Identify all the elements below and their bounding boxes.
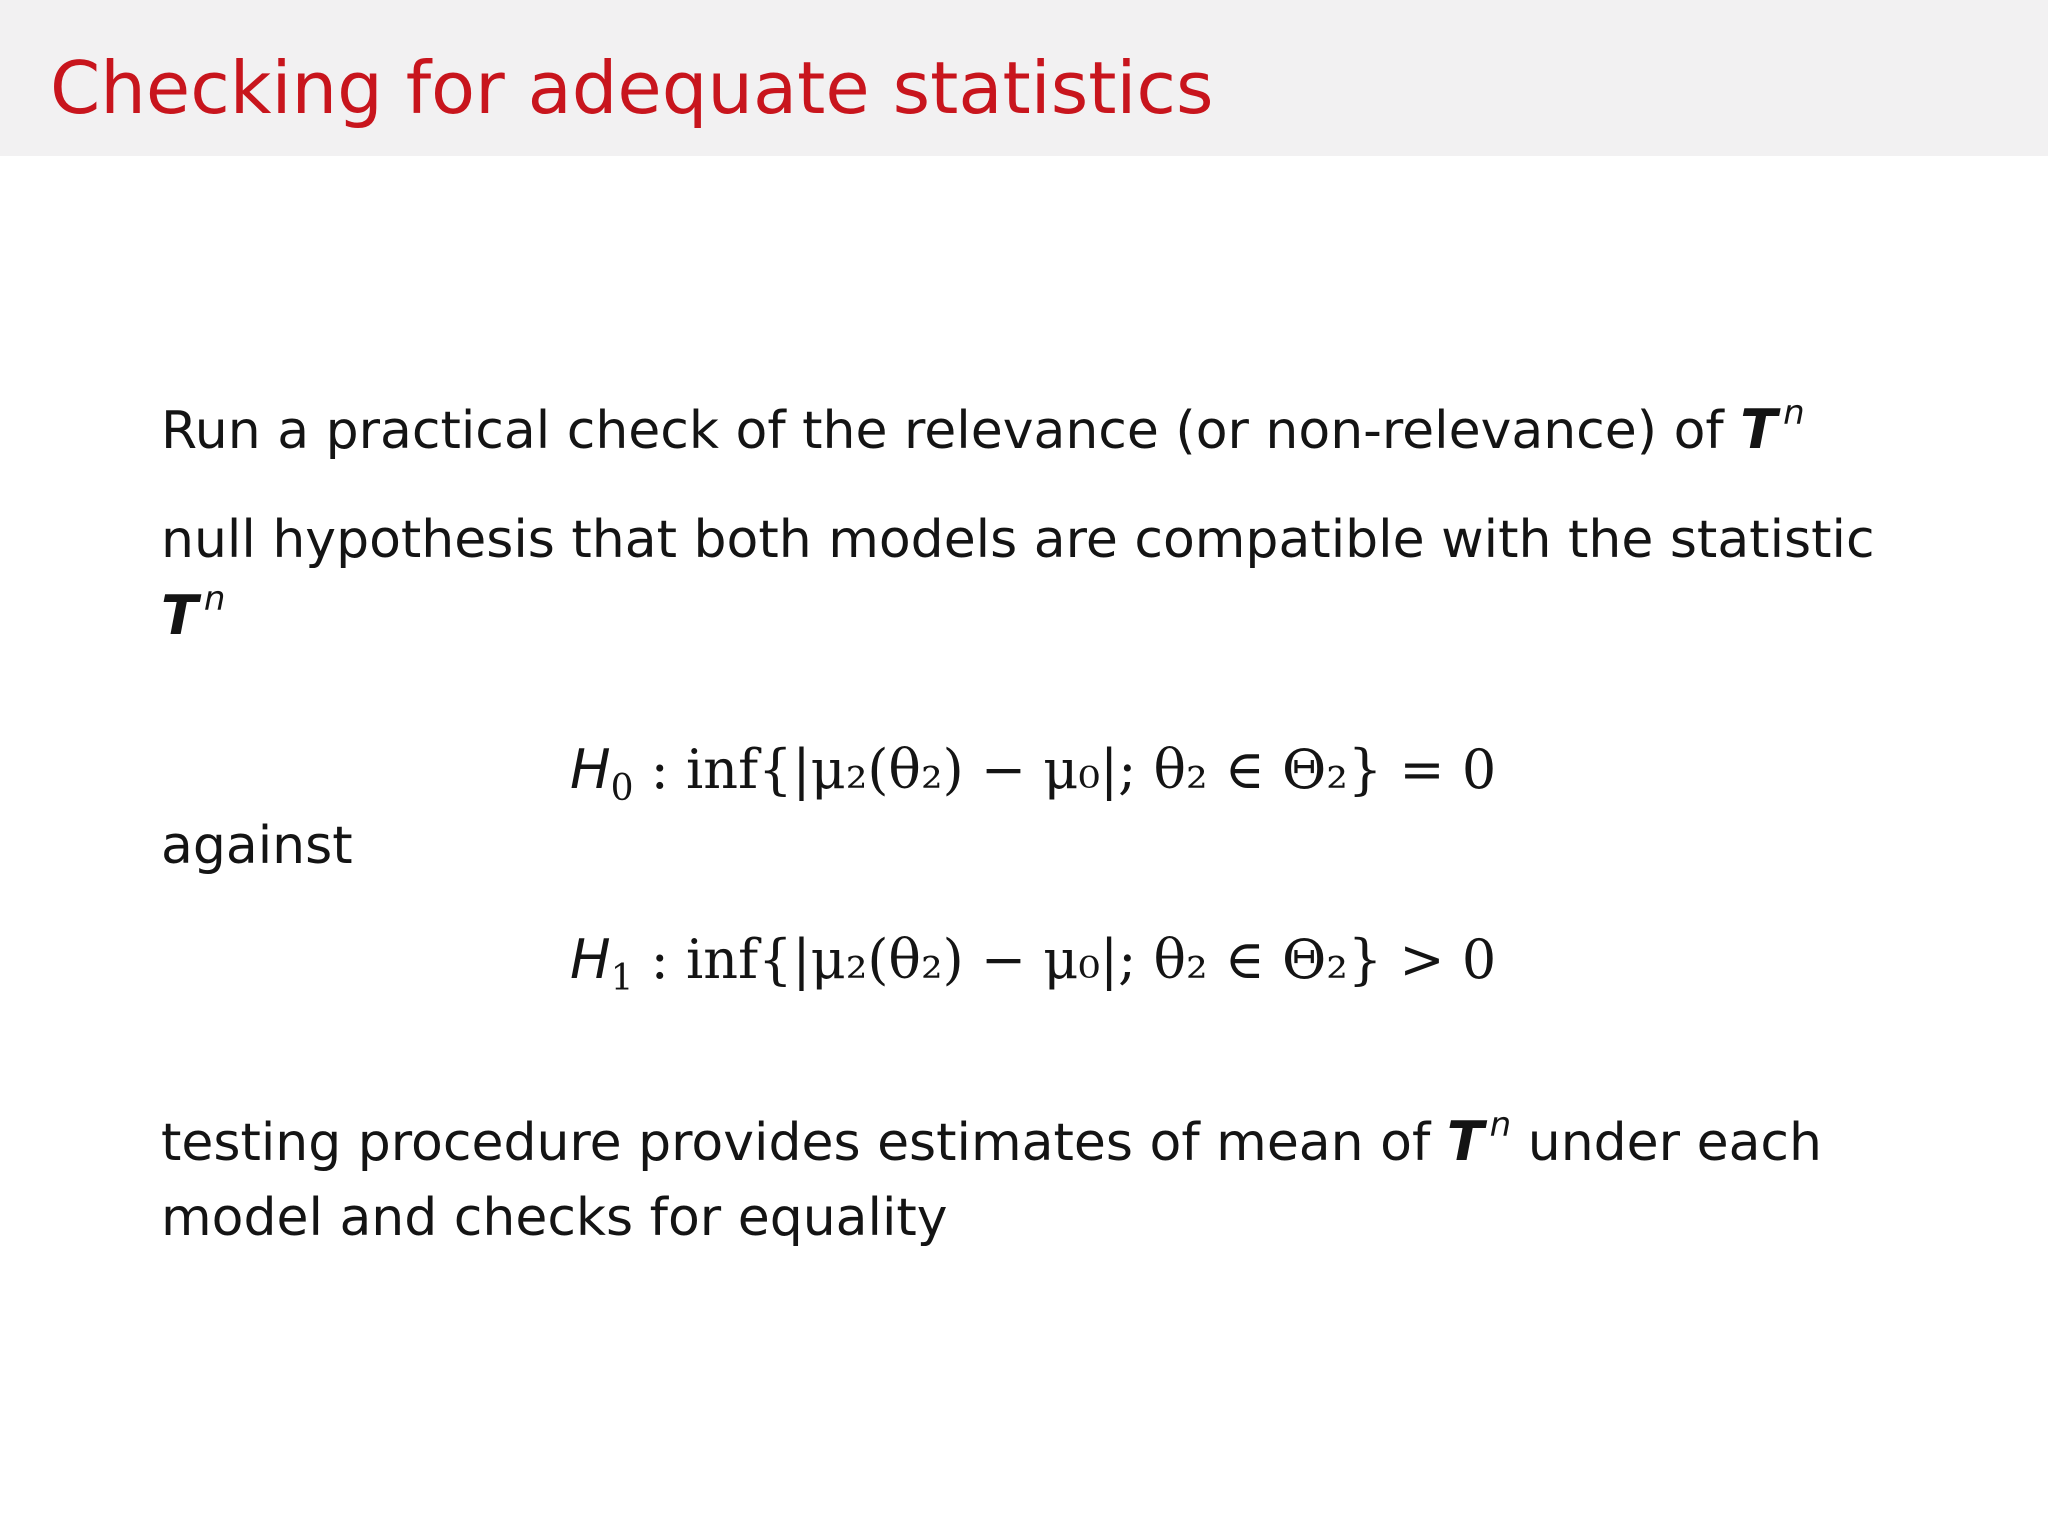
slide-body xyxy=(0,156,2048,1536)
paragraph-text: Run a practical check of the relevance (or non-relevance) of xyxy=(161,401,1724,461)
paragraph-text: testing procedure provides estimates of mean of xyxy=(161,1113,1431,1173)
statistic-symbol: T xyxy=(1740,398,1778,461)
equation-h0-body: : inf{|μ₂(θ₂) − μ₀|; θ₂ ∈ Θ₂} = 0 xyxy=(633,738,1497,801)
paragraph-relevance-check xyxy=(161,392,1805,475)
title-bar xyxy=(0,0,2048,156)
equation-h0 xyxy=(570,730,1496,817)
equation-h0-var: H xyxy=(570,738,611,801)
against-label: against xyxy=(161,816,353,876)
statistic-superscript: n xyxy=(1783,393,1805,433)
equation-h1-var: H xyxy=(570,928,611,991)
paragraph-null-hypothesis xyxy=(161,502,1875,578)
equation-h1-body: : inf{|μ₂(θ₂) − μ₀|; θ₂ ∈ Θ₂} > 0 xyxy=(633,928,1497,991)
equation-h1 xyxy=(570,920,1496,1007)
equation-h0-sub: 0 xyxy=(610,768,634,809)
equation-h1-sub: 1 xyxy=(610,958,634,999)
statistic-symbol: T xyxy=(1446,1110,1484,1173)
statistic-symbol: T xyxy=(161,584,198,647)
paragraph-testing-procedure-line2: model and checks for equality xyxy=(161,1188,948,1248)
statistic-superscript: n xyxy=(203,579,226,619)
statistic-superscript: n xyxy=(1489,1105,1512,1145)
paragraph-testing-procedure xyxy=(161,1104,1822,1187)
paragraph-text: null hypothesis that both models are compatible with the statistic xyxy=(161,510,1875,570)
paragraph-text-continued: under each xyxy=(1527,1113,1822,1173)
slide-title: Checking for adequate statistics xyxy=(50,46,1214,130)
paragraph-null-hypothesis-symbol xyxy=(161,578,225,661)
